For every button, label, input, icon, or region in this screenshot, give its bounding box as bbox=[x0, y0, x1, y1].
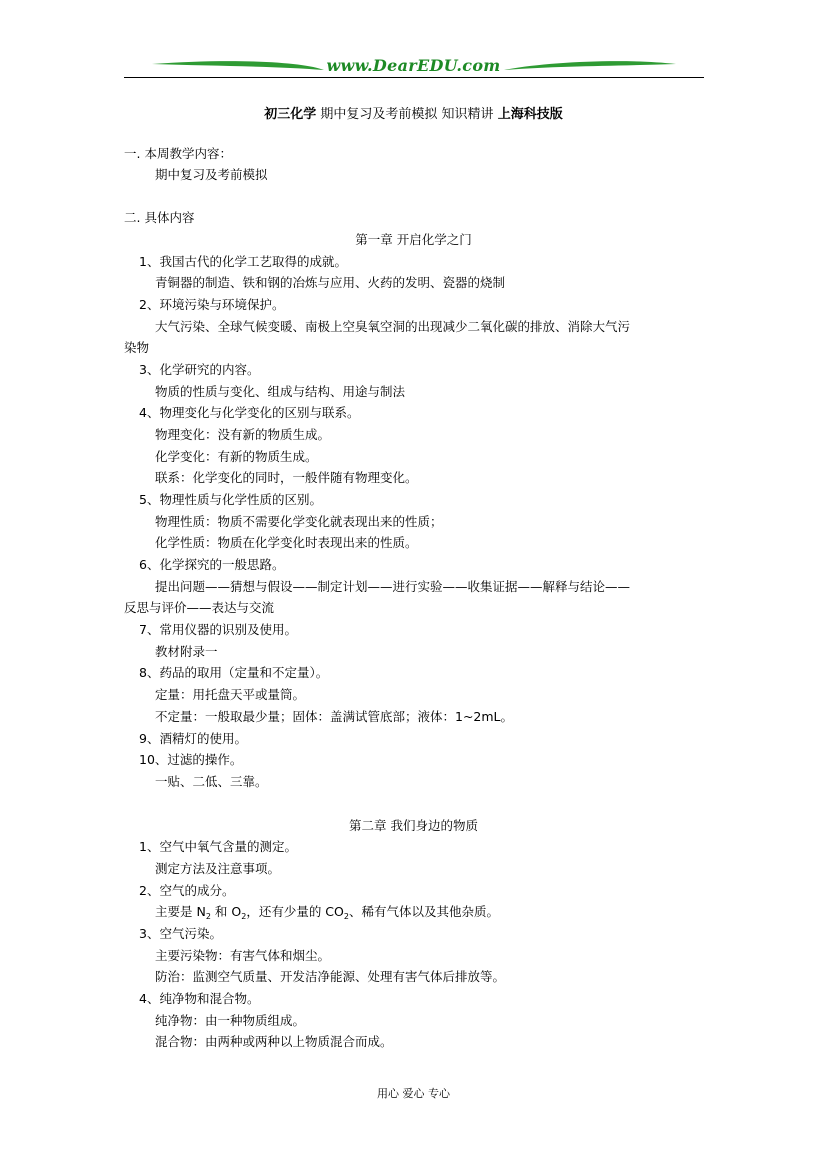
ch2-line: 主要污染物：有害气体和烟尘。 bbox=[155, 948, 331, 963]
ch2-line: 防治：监测空气质量、开发洁净能源、处理有害气体后排放等。 bbox=[155, 969, 506, 984]
formula-text: 、稀有气体以及其他杂质。 bbox=[348, 904, 499, 919]
ch2-line: 测定方法及注意事项。 bbox=[155, 861, 281, 876]
chapter1-title: 第一章 开启化学之门 bbox=[355, 232, 472, 247]
formula-text: 主要是 N bbox=[155, 904, 206, 919]
title-part3: 上海科技版 bbox=[497, 107, 563, 122]
ch1-line: 8、药品的取用（定量和不定量）。 bbox=[139, 665, 329, 680]
ch1-line: 9、酒精灯的使用。 bbox=[139, 731, 247, 746]
ch2-line: 纯净物：由一种物质组成。 bbox=[155, 1013, 306, 1028]
chapter2-title: 第二章 我们身边的物质 bbox=[349, 818, 478, 833]
subscript: 2 bbox=[241, 912, 247, 921]
ch1-line: 2、环境污染与环境保护。 bbox=[139, 297, 285, 312]
ch2-line-formula bbox=[155, 904, 499, 925]
ch1-line: 物理性质：物质不需要化学变化就表现出来的性质； bbox=[155, 514, 443, 529]
ch1-line: 教材附录一 bbox=[155, 644, 218, 659]
ch1-line: 反思与评价——表达与交流 bbox=[124, 600, 275, 615]
page-title bbox=[0, 103, 827, 122]
ch1-line: 染物 bbox=[124, 340, 150, 355]
formula-text: 和 O bbox=[210, 904, 242, 919]
ch1-line: 物质的性质与变化、组成与结构、用途与制法 bbox=[155, 384, 406, 399]
header-rule bbox=[124, 77, 704, 78]
ch1-line: 不定量：一般取最少量；固体：盖满试管底部；液体：1~2mL。 bbox=[155, 709, 514, 724]
ch2-line: 4、纯净物和混合物。 bbox=[139, 991, 260, 1006]
section2-heading: 二. 具体内容 bbox=[124, 210, 195, 225]
ch1-line: 1、我国古代的化学工艺取得的成就。 bbox=[139, 254, 347, 269]
ch1-line: 物理变化：没有新的物质生成。 bbox=[155, 427, 331, 442]
ch1-line: 3、化学研究的内容。 bbox=[139, 362, 260, 377]
ch2-line: 1、空气中氧气含量的测定。 bbox=[139, 839, 297, 854]
site-logo-text: www.DearEDU.com bbox=[326, 56, 501, 75]
ch1-line: 10、过滤的操作。 bbox=[139, 752, 243, 767]
section1-heading: 一. 本周教学内容： bbox=[124, 146, 232, 161]
ch2-line: 3、空气污染。 bbox=[139, 926, 222, 941]
ch1-line: 一贴、二低、三靠。 bbox=[155, 774, 268, 789]
ch1-line: 4、物理变化与化学变化的区别与联系。 bbox=[139, 405, 360, 420]
subscript: 2 bbox=[343, 912, 349, 921]
ch1-line: 联系：化学变化的同时，一般伴随有物理变化。 bbox=[155, 470, 418, 485]
ch1-line: 化学性质：物质在化学变化时表现出来的性质。 bbox=[155, 535, 418, 550]
title-part1: 初三化学 bbox=[264, 107, 317, 122]
ch2-line: 2、空气的成分。 bbox=[139, 883, 235, 898]
subscript: 2 bbox=[205, 912, 211, 921]
page-footer: 用心 爱心 专心 bbox=[377, 1087, 450, 1100]
ch1-line: 7、常用仪器的识别及使用。 bbox=[139, 622, 297, 637]
ch1-line: 大气污染、全球气候变暖、南极上空臭氧空洞的出现减少二氧化碳的排放、消除大气污 bbox=[155, 319, 631, 334]
ch1-line: 定量：用托盘天平或量筒。 bbox=[155, 687, 306, 702]
ch1-line: 6、化学探究的一般思路。 bbox=[139, 557, 285, 572]
section1-content: 期中复习及考前模拟 bbox=[155, 167, 268, 182]
ch2-line: 混合物：由两种或两种以上物质混合而成。 bbox=[155, 1034, 393, 1049]
formula-text: ，还有少量的 CO bbox=[246, 904, 344, 919]
ch1-line: 5、物理性质与化学性质的区别。 bbox=[139, 492, 322, 507]
ch1-line: 青铜器的制造、铁和钢的冶炼与应用、火药的发明、瓷器的烧制 bbox=[155, 275, 506, 290]
ch1-line: 化学变化：有新的物质生成。 bbox=[155, 449, 318, 464]
ch1-line: 提出问题——猜想与假设——制定计划——进行实验——收集证据——解释与结论—— bbox=[155, 579, 631, 594]
title-part2: 期中复习及考前模拟 知识精讲 bbox=[320, 107, 494, 122]
